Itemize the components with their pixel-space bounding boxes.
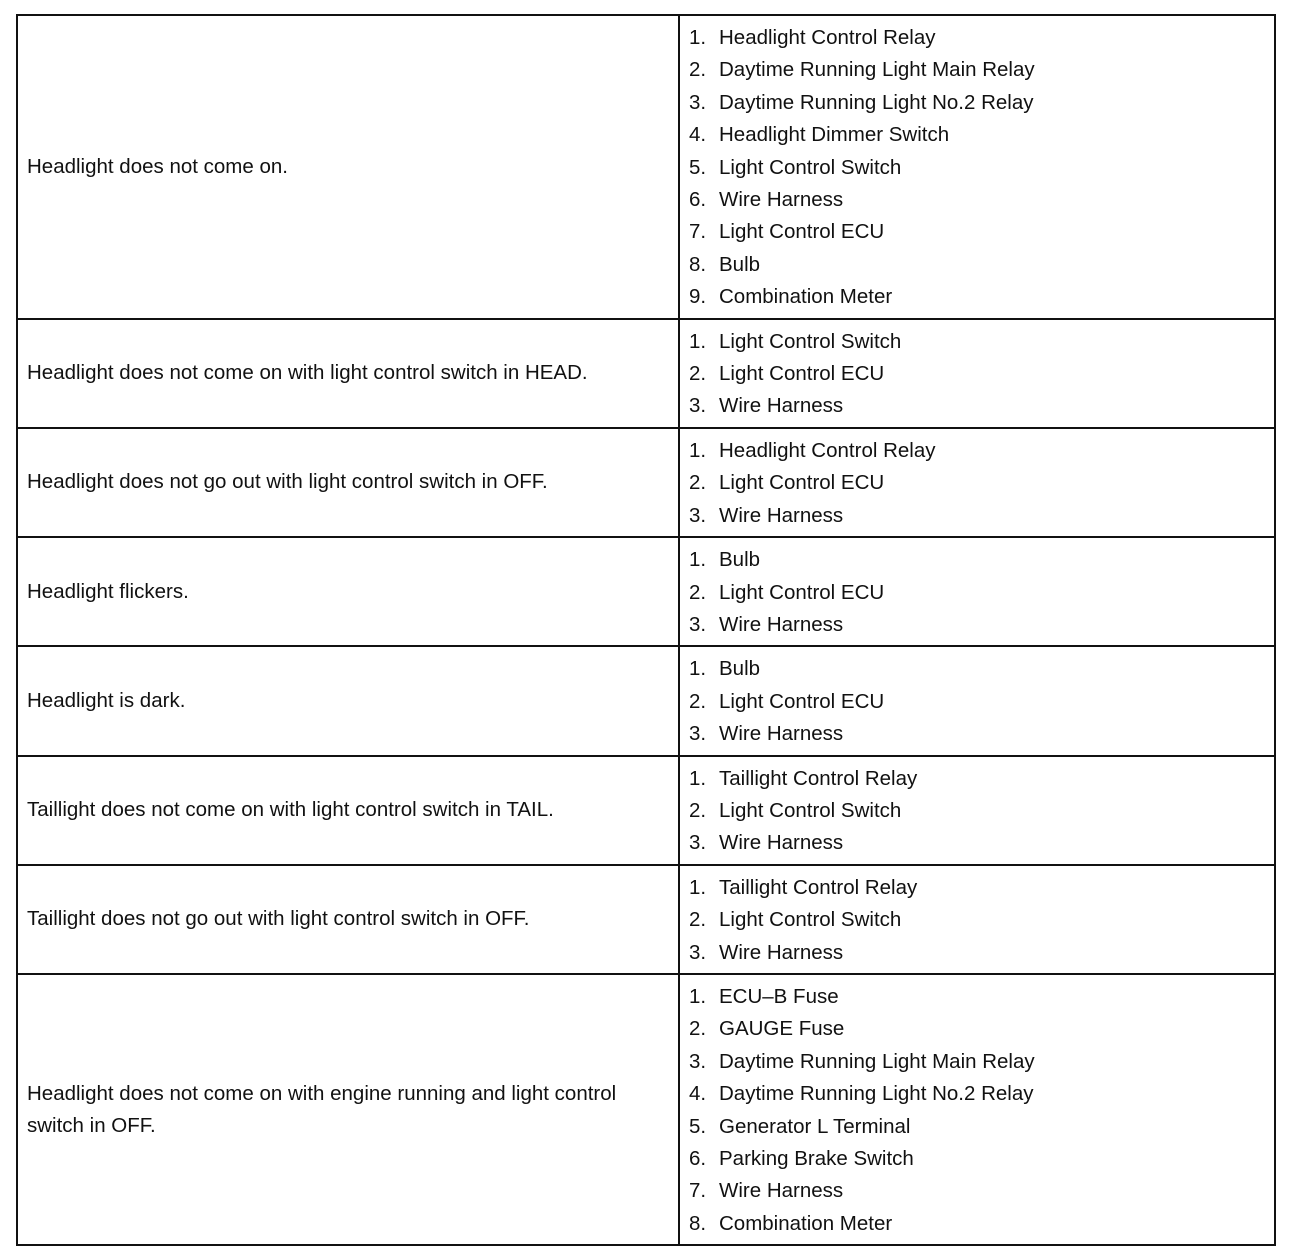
suspect-part-item	[689, 1143, 1274, 1175]
part-number: 2.	[689, 908, 707, 932]
part-number: 6.	[689, 188, 707, 212]
part-number: 4.	[689, 123, 707, 147]
part-name: Light Control ECU	[719, 689, 885, 713]
part-name: Light Control ECU	[719, 362, 885, 386]
suspect-part-item	[689, 1208, 1274, 1240]
part-number: 2.	[689, 471, 707, 495]
table-row	[18, 427, 1274, 536]
part-number: 2.	[689, 58, 707, 82]
suspect-parts-list	[680, 975, 1274, 1244]
suspect-parts-list	[680, 647, 1274, 754]
suspect-part-item	[689, 609, 1274, 641]
symptom-cell: Taillight does not go out with light control switch in OFF.	[18, 866, 680, 973]
part-name: Light Control ECU	[719, 220, 885, 244]
part-name: Bulb	[719, 657, 761, 681]
part-name: Headlight Control Relay	[719, 26, 936, 49]
part-name: Light Control Switch	[719, 329, 902, 353]
part-number: 1.	[689, 984, 707, 1008]
part-name: Headlight Control Relay	[719, 438, 936, 462]
symptom-cell: Headlight is dark.	[18, 647, 680, 754]
part-name: Bulb	[719, 548, 761, 572]
symptom-cell: Taillight does not come on with light control switch in TAIL.	[18, 757, 680, 864]
suspect-part-item	[689, 544, 1274, 576]
part-number: 3.	[689, 831, 707, 855]
part-name: Wire Harness	[719, 1179, 844, 1203]
suspect-part-item	[689, 1175, 1274, 1207]
suspect-part-item	[689, 326, 1274, 358]
part-number: 7.	[689, 220, 707, 244]
part-name: Wire Harness	[719, 188, 844, 212]
symptom-cell: Headlight does not come on with light control switch in HEAD.	[18, 320, 680, 427]
part-number: 3.	[689, 394, 707, 418]
part-number: 3.	[689, 1049, 707, 1073]
part-number: 5.	[689, 155, 707, 179]
part-name: Daytime Running Light Main Relay	[719, 1049, 1035, 1073]
part-name: Combination Meter	[719, 285, 893, 309]
part-name: Light Control Switch	[719, 798, 902, 822]
suspect-part-item	[689, 1078, 1274, 1110]
suspect-part-item	[689, 795, 1274, 827]
suspect-part-item	[689, 653, 1274, 685]
suspect-part-item	[689, 937, 1274, 969]
symptom-cell: Headlight does not come on.	[18, 16, 680, 318]
suspect-part-item	[689, 981, 1274, 1013]
part-name: Light Control ECU	[719, 471, 885, 495]
part-name: Combination Meter	[719, 1211, 893, 1235]
suspect-part-item	[689, 249, 1274, 281]
part-number: 2.	[689, 798, 707, 822]
suspect-part-item	[689, 216, 1274, 248]
suspect-part-item	[689, 22, 1274, 54]
suspect-part-item	[689, 281, 1274, 313]
part-number: 6.	[689, 1147, 707, 1170]
part-name: Daytime Running Light Main Relay	[719, 58, 1035, 82]
table-row	[18, 318, 1274, 427]
part-number: 2.	[689, 580, 707, 604]
part-number: 2.	[689, 362, 707, 386]
part-name: Light Control Switch	[719, 908, 902, 932]
suspect-parts-list	[680, 866, 1274, 973]
table-row	[18, 536, 1274, 645]
part-number: 1.	[689, 438, 707, 462]
symptom-cell: Headlight does not come on with engine running and light control switch in OFF.	[18, 975, 680, 1244]
suspect-parts-list	[680, 320, 1274, 427]
suspect-part-item	[689, 184, 1274, 216]
table-row	[18, 16, 1274, 318]
troubleshooting-table	[16, 14, 1276, 1246]
part-number: 1.	[689, 657, 707, 681]
part-number: 3.	[689, 940, 707, 964]
symptom-cell: Headlight does not go out with light control switch in OFF.	[18, 429, 680, 536]
suspect-part-item	[689, 500, 1274, 532]
suspect-part-item	[689, 435, 1274, 467]
part-name: Wire Harness	[719, 940, 844, 964]
suspect-part-item	[689, 872, 1274, 904]
suspect-part-item	[689, 54, 1274, 86]
suspect-part-item	[689, 1111, 1274, 1143]
part-name: Daytime Running Light No.2 Relay	[719, 90, 1034, 114]
suspect-part-item	[689, 390, 1274, 422]
part-name: Bulb	[719, 252, 761, 276]
suspect-part-item	[689, 1013, 1274, 1045]
suspect-part-item	[689, 763, 1274, 795]
suspect-parts-list	[680, 757, 1274, 864]
part-number: 3.	[689, 722, 707, 746]
part-name: Parking Brake Switch	[719, 1147, 914, 1170]
suspect-part-item	[689, 152, 1274, 184]
suspect-part-item	[689, 904, 1274, 936]
part-name: Wire Harness	[719, 831, 844, 855]
part-name: Wire Harness	[719, 503, 844, 527]
suspect-parts-list	[680, 538, 1274, 645]
suspect-parts-list	[680, 429, 1274, 536]
part-number: 5.	[689, 1114, 707, 1138]
suspect-part-item	[689, 827, 1274, 859]
part-number: 2.	[689, 1017, 707, 1041]
suspect-parts-list	[680, 16, 1274, 318]
part-name: Headlight Dimmer Switch	[719, 123, 950, 147]
part-number: 3.	[689, 612, 707, 636]
part-number: 3.	[689, 503, 707, 527]
part-name: Wire Harness	[719, 394, 844, 418]
suspect-part-item	[689, 577, 1274, 609]
part-number: 1.	[689, 329, 707, 353]
part-number: 1.	[689, 548, 707, 572]
part-name: Wire Harness	[719, 722, 844, 746]
suspect-part-item	[689, 87, 1274, 119]
part-name: Taillight Control Relay	[719, 766, 918, 790]
part-number: 4.	[689, 1082, 707, 1106]
suspect-part-item	[689, 1046, 1274, 1078]
part-name: Light Control Switch	[719, 155, 902, 179]
part-name: ECU–B Fuse	[719, 984, 839, 1008]
part-number: 3.	[689, 90, 707, 114]
table-row	[18, 864, 1274, 973]
part-number: 7.	[689, 1179, 707, 1203]
part-name: Generator L Terminal	[719, 1114, 911, 1138]
part-name: GAUGE Fuse	[719, 1017, 845, 1041]
table-row	[18, 645, 1274, 754]
part-number: 1.	[689, 875, 707, 899]
part-name: Daytime Running Light No.2 Relay	[719, 1082, 1034, 1106]
suspect-part-item	[689, 718, 1274, 750]
part-number: 8.	[689, 1211, 707, 1235]
symptom-cell: Headlight flickers.	[18, 538, 680, 645]
suspect-part-item	[689, 686, 1274, 718]
suspect-part-item	[689, 467, 1274, 499]
part-name: Taillight Control Relay	[719, 875, 918, 899]
suspect-part-item	[689, 119, 1274, 151]
part-number: 1.	[689, 766, 707, 790]
table-row	[18, 973, 1274, 1244]
part-name: Light Control ECU	[719, 580, 885, 604]
suspect-part-item	[689, 358, 1274, 390]
table-row	[18, 755, 1274, 864]
part-name: Wire Harness	[719, 612, 844, 636]
part-number: 8.	[689, 252, 707, 276]
part-number: 1.	[689, 26, 707, 49]
part-number: 2.	[689, 689, 707, 713]
part-number: 9.	[689, 285, 707, 309]
